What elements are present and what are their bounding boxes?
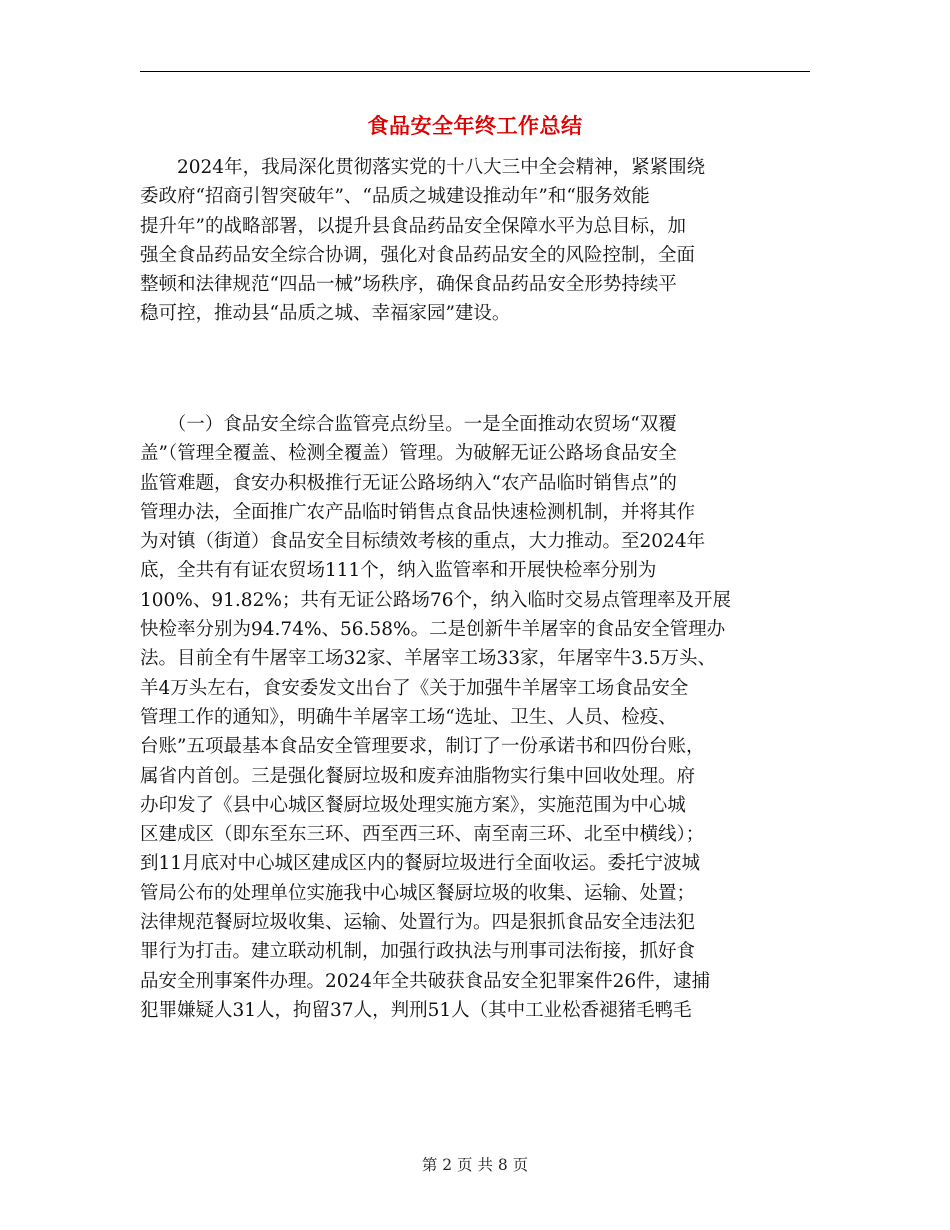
- paragraph-line: 管局公布的处理单位实施我中心城区餐厨垃圾的收集、运输、处置；: [140, 882, 696, 904]
- paragraph-line: 为对镇（街道）食品安全目标绩效考核的重点，大力推动。至2024年: [140, 531, 706, 553]
- paragraph-line: 台账”五项最基本食品安全管理要求，制订了一份承诺书和四份台账，: [140, 736, 705, 758]
- paragraph-line: 品安全刑事案件办理。2024年全共破获食品安全犯罪案件26件，逮捕: [140, 970, 711, 992]
- paragraph-line: 属省内首创。三是强化餐厨垃圾和废弃油脂物实行集中回收处理。府: [140, 765, 696, 787]
- paragraph-line: 委政府“招商引智突破年”、“品质之城建设推动年”和“服务效能: [140, 186, 650, 208]
- body-paragraph: [140, 410, 820, 1025]
- paragraph-line: 管理办法，全面推广农产品临时销售点食品快速检测机制，并将其作: [140, 501, 696, 523]
- paragraph-line: 强全食品药品安全综合协调，强化对食品药品安全的风险控制，全面: [140, 244, 696, 266]
- paragraph-line: 羊4万头左右，食安委发文出台了《关于加强牛羊屠宰工场食品安全: [140, 677, 689, 699]
- paragraph-line: 区建成区（即东至东三环、西至西三环、南至南三环、北至中横线）；: [140, 824, 705, 846]
- paragraph-line: 办印发了《县中心城区餐厨垃圾处理实施方案》，实施范围为中心城: [140, 794, 686, 816]
- paragraph-line: 罪行为打击。建立联动机制，加强行政执法与刑事司法衔接，抓好食: [140, 941, 696, 963]
- paragraph-line: 100%、91.82%；共有无证公路场76个，纳入临时交易点管理率及开展: [140, 589, 731, 611]
- paragraph-line: 提升年”的战略部署，以提升县食品药品安全保障水平为总目标，加: [140, 215, 686, 237]
- paragraph-line: 稳可控，推动县“品质之城、幸福家园”建设。: [140, 303, 511, 325]
- paragraph-line: 快检率分别为94.74%、56.58%。二是创新牛羊屠宰的食品安全管理办: [140, 619, 726, 641]
- paragraph-line: 到11月底对中心城区建成区内的餐厨垃圾进行全面收运。委托宁波城: [140, 853, 701, 875]
- paragraph-line: 2024年，我局深化贯彻落实党的十八大三中全会精神，紧紧围绕: [140, 157, 706, 178]
- document-title: 食品安全年终工作总结: [367, 113, 583, 138]
- paragraph-line: 法。目前全有牛屠宰工场32家、羊屠宰工场33家，年屠宰牛3.5万头、: [140, 648, 717, 670]
- paragraph-line: 监管难题，食安办积极推行无证公路场纳入“农产品临时销售点”的: [140, 472, 677, 494]
- header-rule: [140, 71, 810, 72]
- page-number-footer: 第 2 页 共 8 页: [421, 1156, 529, 1174]
- paragraph-line: 管理工作的通知》，明确牛羊屠宰工场“选址、卫生、人员、检疫、: [140, 706, 677, 728]
- paragraph-line: 底，全共有有证农贸场111个，纳入监管率和开展快检率分别为: [140, 560, 657, 582]
- body-paragraph: [140, 153, 820, 329]
- paragraph-line: 法律规范餐厨垃圾收集、运输、处置行为。四是狠抓食品安全违法犯: [140, 912, 696, 934]
- paragraph-line: 整顿和法律规范“四品一械”场秩序，确保食品药品安全形势持续平: [140, 274, 677, 296]
- paragraph-line: （一）食品安全综合监管亮点纷呈。一是全面推动农贸场“双覆: [140, 414, 677, 435]
- paragraph-line: 犯罪嫌疑人31人，拘留37人，判刑51人（其中工业松香褪猪毛鸭毛: [140, 999, 692, 1021]
- paragraph-line: 盖”（管理全覆盖、检测全覆盖）管理。为破解无证公路场食品安全: [140, 443, 677, 465]
